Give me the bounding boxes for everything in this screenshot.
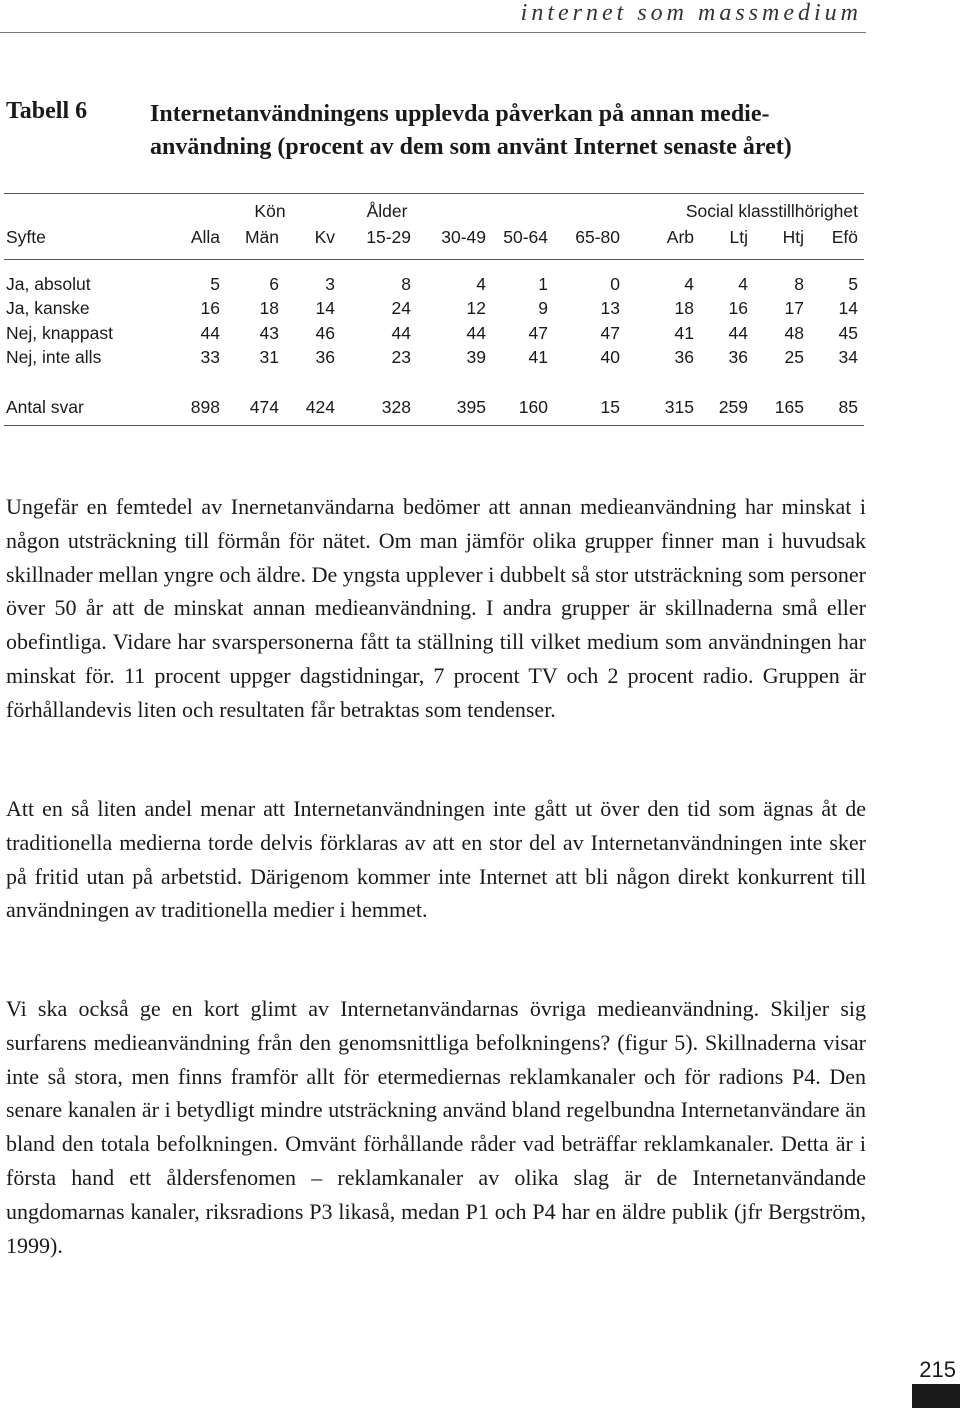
data-table — [0, 0, 960, 440]
row-label: Ja, absolut — [6, 274, 91, 294]
table-cell: 33 — [200, 347, 220, 367]
table-cell: 16 — [728, 298, 748, 318]
row-label: Nej, inte alls — [6, 347, 102, 367]
table-cell: 0 — [610, 274, 620, 294]
total-cell: 85 — [838, 397, 858, 417]
group-header-alder: Ålder — [366, 201, 408, 221]
table-cell: 43 — [259, 323, 279, 343]
table-cell: 12 — [466, 298, 486, 318]
paragraph-3: Vi ska också ge en kort glimt av Internetanvändarnas övriga medieanvändning. Skiljer sig surfarens medieanvändning från den genomsnittliga befolkningens? (figur 5). Skillnaderna visar inte så stora, men finns framför allt för etermediernas reklamkanaler och för radions P4. Den senare kanalen är i betydligt mindre utsträckning använd bland regelbundna Internetanvändare än bland den totala befolkningen. Omvänt förhållande råder vad beträffar reklamkanaler. Detta är i första hand ett åldersfenomen – reklamkanaler av olika slag är de Internetanvändande ungdomarnas kanaler, riksradions P3 likaså, medan P1 och P4 har en äldre publik (jfr Bergström, 1999). — [6, 996, 866, 1258]
total-cell: 259 — [718, 397, 748, 417]
column-header: Htj — [782, 227, 804, 247]
table-cell: 6 — [269, 274, 279, 294]
page-number-bar — [912, 1357, 960, 1408]
table-cell: 13 — [600, 298, 620, 318]
column-header: 50-64 — [503, 227, 548, 247]
column-header: Kv — [314, 227, 335, 247]
group-header-social: Social klasstillhörighet — [685, 201, 858, 221]
total-cell: 165 — [774, 397, 804, 417]
table-cell: 25 — [784, 347, 804, 367]
total-cell: 474 — [249, 397, 279, 417]
total-cell: 898 — [190, 397, 220, 417]
table-cell: 46 — [315, 323, 335, 343]
table-cell: 14 — [315, 298, 335, 318]
column-header: Män — [244, 227, 279, 247]
table-cell: 34 — [838, 347, 858, 367]
table-header-rule — [4, 259, 864, 260]
table-cell: 5 — [848, 274, 858, 294]
table-cell: 47 — [600, 323, 620, 343]
table-cell: 3 — [325, 274, 335, 294]
table-cell: 31 — [259, 347, 279, 367]
table-cell: 48 — [784, 323, 804, 343]
table-cell: 4 — [684, 274, 694, 294]
table-cell: 4 — [738, 274, 748, 294]
table-top-rule — [4, 193, 864, 194]
column-header: Efö — [831, 227, 858, 247]
total-cell: 328 — [381, 397, 411, 417]
page-number: 215 — [919, 1357, 956, 1382]
row-label: Ja, kanske — [6, 298, 90, 318]
table-cell: 36 — [674, 347, 694, 367]
table-cell: 47 — [528, 323, 548, 343]
table-cell: 8 — [794, 274, 804, 294]
table-cell: 41 — [528, 347, 548, 367]
table-cell: 44 — [728, 323, 748, 343]
table-cell: 8 — [401, 274, 411, 294]
column-header: Ltj — [729, 227, 748, 247]
column-header: 30-49 — [441, 227, 486, 247]
table-cell: 16 — [200, 298, 220, 318]
total-cell: 15 — [600, 397, 620, 417]
paragraph-2: Att en så liten andel menar att Internetanvändningen inte gått ut över den tid som ägnas åt de traditionella medierna torde delvis förklaras av att en stor del av Internetanvändningen inte sker på fritid utan på arbetstid. Därigenom kommer inte Internet att bli någon direkt konkurrent till användningen av traditionella medier i hemmet. — [6, 796, 866, 923]
table-cell: 24 — [391, 298, 411, 318]
table-cell: 45 — [838, 323, 858, 343]
column-header: Syfte — [6, 227, 46, 247]
table-cell: 18 — [674, 298, 694, 318]
paragraph-1: Ungefär en femtedel av Inernetanvändarna bedömer att annan medieanvändning har minskat i någon utsträckning till förmån för nätet. Om man jämför olika grupper finner man i huvudsak skillnader mellan yngre och äldre. De yngsta upplever i dubbelt så stor utsträckning som personer över 50 år att de minskat annan medieanvändning. I andra grupper är skillnaderna små eller obefintliga. Vidare har svarspersonerna fått ta ställning till vilket medium som användningen har minskat för. 11 procent uppger dagstidningar, 7 procent TV och 2 procent radio. Gruppen är förhållandevis liten och resultaten får betraktas som tendenser. — [6, 494, 866, 722]
table-cell: 44 — [466, 323, 486, 343]
total-cell: 395 — [456, 397, 486, 417]
table-cell: 41 — [674, 323, 694, 343]
column-header: Alla — [190, 227, 220, 247]
table-cell: 44 — [391, 323, 411, 343]
table-cell: 14 — [838, 298, 858, 318]
total-row-label: Antal svar — [6, 397, 84, 417]
row-label: Nej, knappast — [6, 323, 114, 343]
table-cell: 18 — [259, 298, 279, 318]
group-header-kon: Kön — [254, 201, 286, 221]
column-header: 65-80 — [575, 227, 620, 247]
table-cell: 36 — [315, 347, 335, 367]
total-cell: 160 — [518, 397, 548, 417]
table-cell: 5 — [210, 274, 220, 294]
table-cell: 17 — [784, 298, 804, 318]
table-cell: 39 — [466, 347, 486, 367]
table-label: Tabell 6 — [6, 98, 88, 124]
table-cell: 40 — [600, 347, 620, 367]
table-cell: 23 — [391, 347, 411, 367]
table-title: Internetanvändningens upplevda påverkan på annan medie-användning (procent av dem som använt Internet senaste året) — [150, 101, 792, 160]
total-cell: 424 — [305, 397, 335, 417]
table-cell: 4 — [476, 274, 486, 294]
table-cell: 36 — [728, 347, 748, 367]
table-cell: 1 — [538, 274, 548, 294]
table-bottom-rule — [4, 425, 864, 426]
column-header: Arb — [666, 227, 694, 247]
table-cell: 44 — [200, 323, 220, 343]
column-header: 15-29 — [366, 227, 411, 247]
running-head-text: internet som massmedium — [520, 0, 862, 26]
total-cell: 315 — [664, 397, 694, 417]
table-cell: 9 — [538, 298, 548, 318]
